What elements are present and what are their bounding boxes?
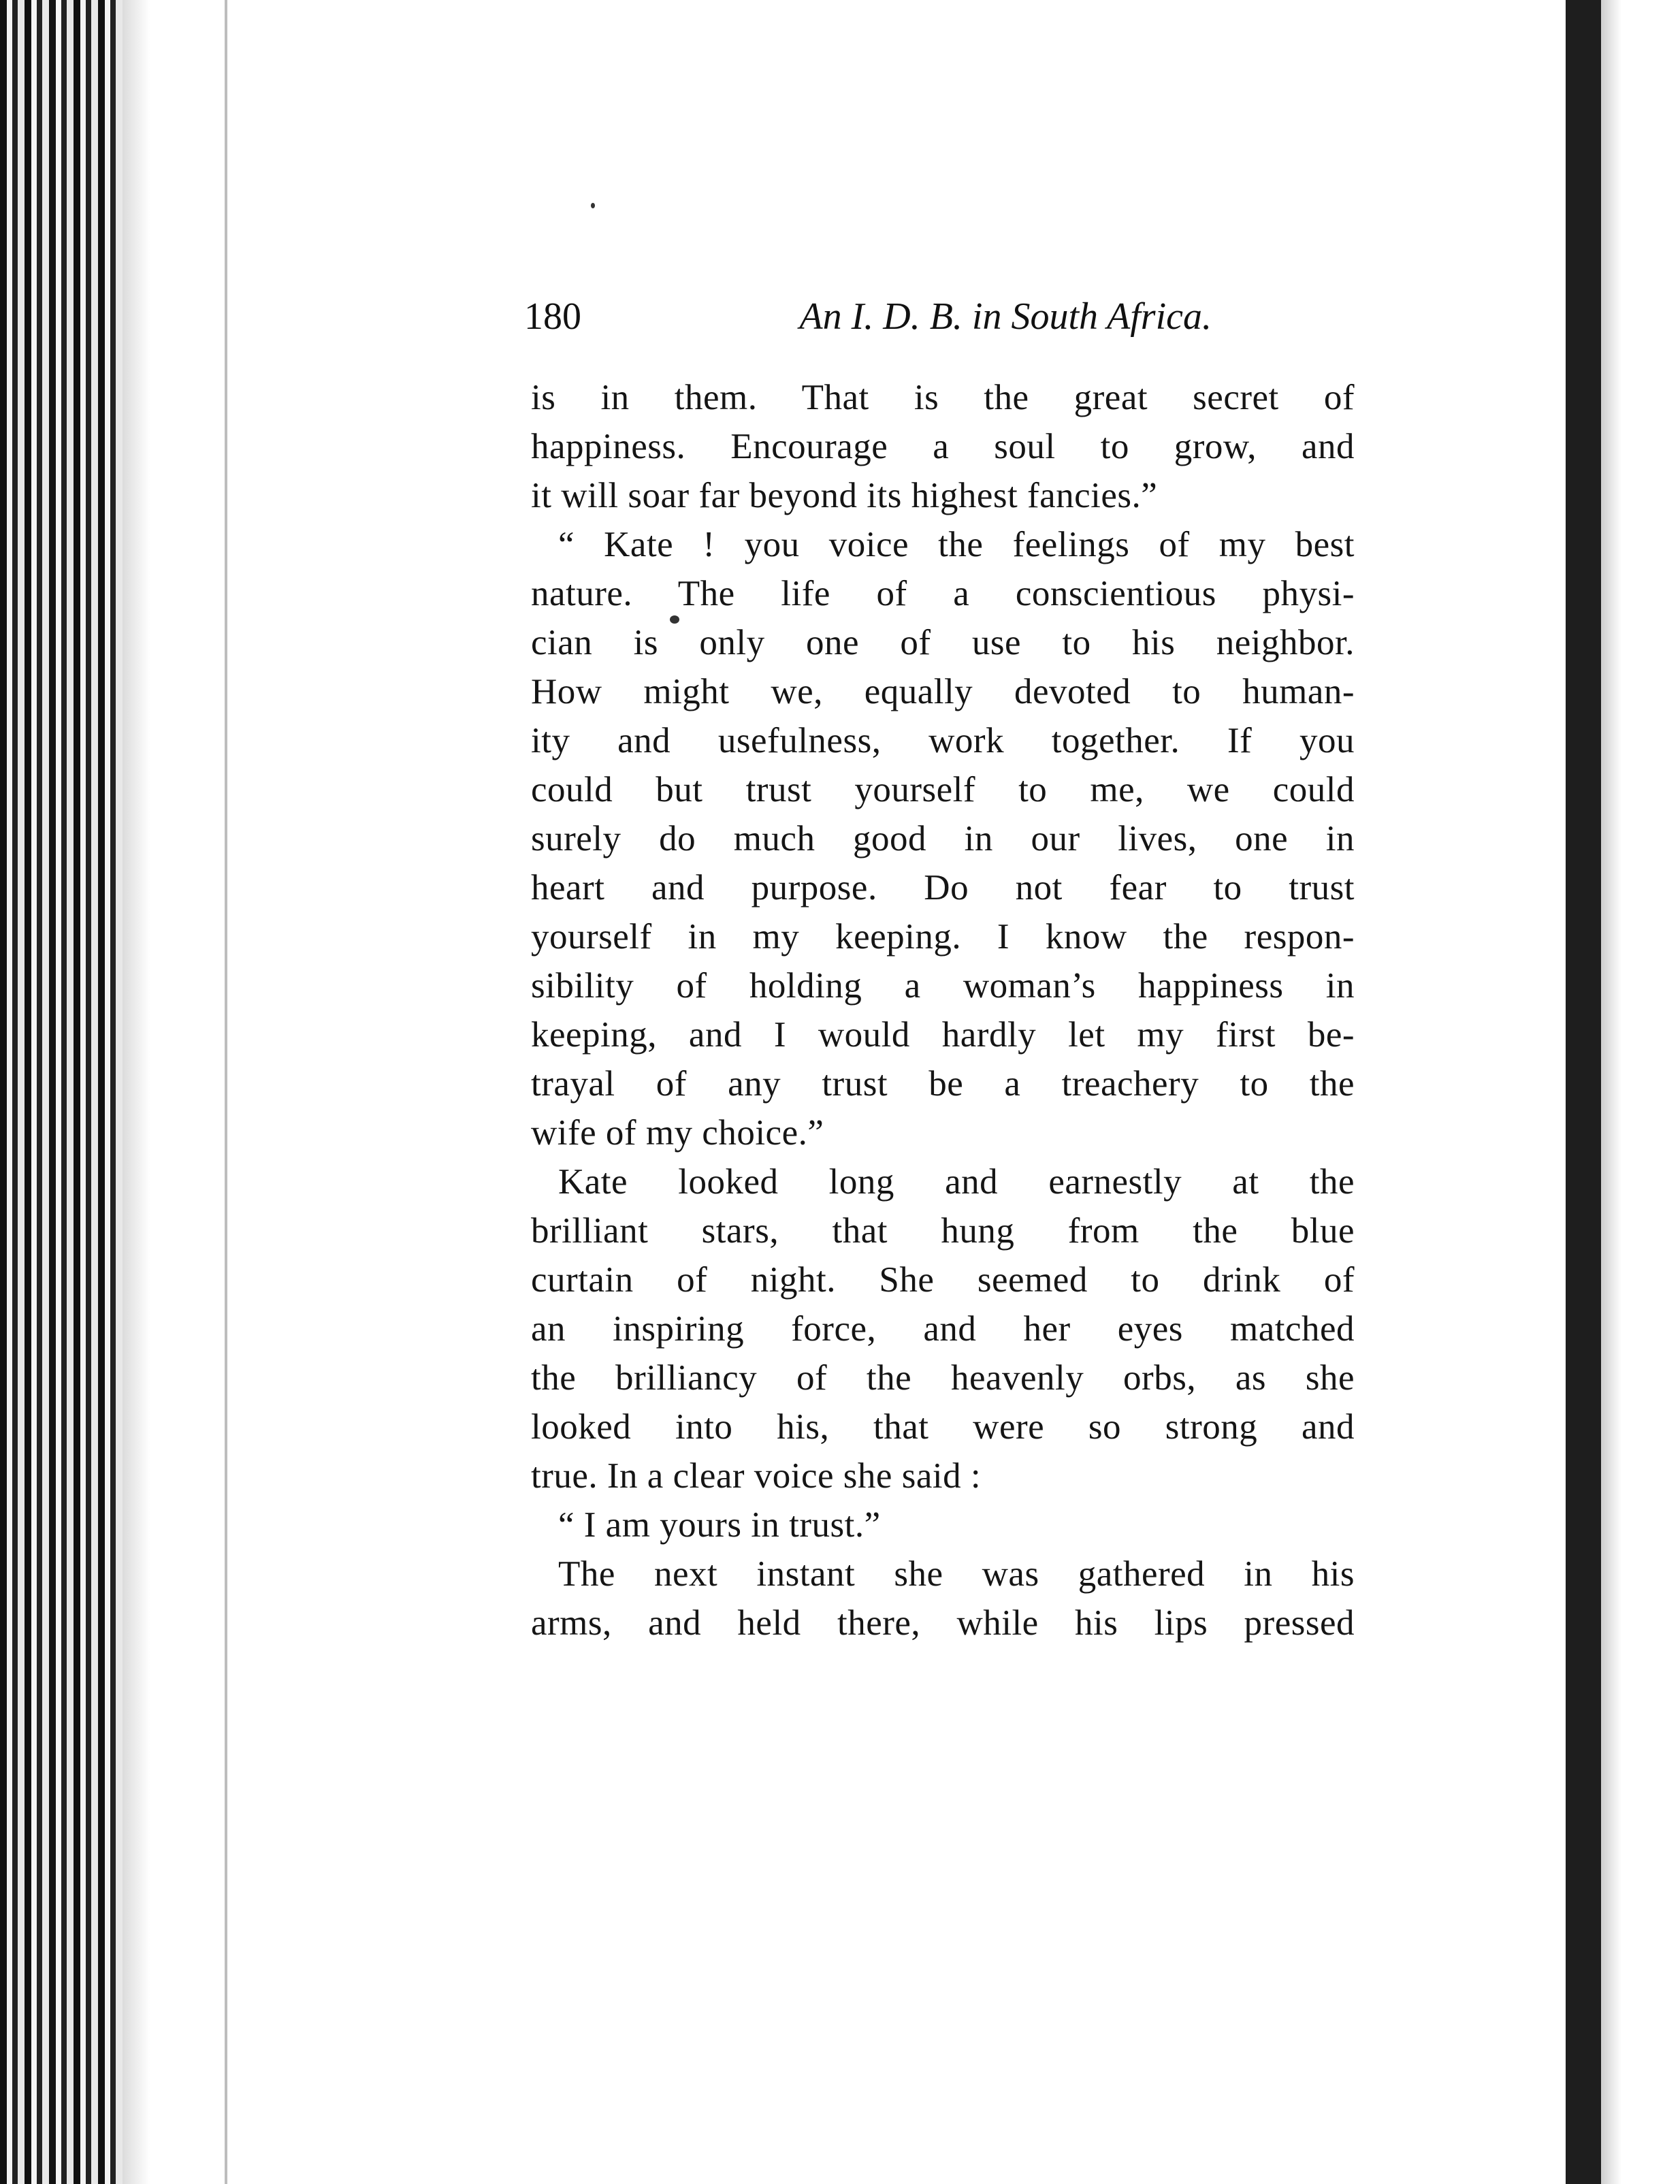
print-speck [591, 203, 595, 208]
facing-page-edge [1566, 0, 1601, 2184]
text-line: wife of my choice.” [531, 1113, 824, 1153]
running-title: An I. D. B. in South Africa. [799, 295, 1212, 338]
text-line: nature. The life of a conscientious physi- [531, 574, 1355, 613]
text-line: an inspiring force, and her eyes matched [531, 1309, 1355, 1349]
text-line: The next instant she was gathered in his [558, 1554, 1355, 1594]
text-line: “ I am yours in trust.” [558, 1505, 881, 1545]
text-line: keeping, and I would hardly let my first be- [531, 1015, 1355, 1055]
text-line: could but trust yourself to me, we could [531, 770, 1355, 809]
text-line: sibility of holding a woman’s happiness in [531, 966, 1355, 1006]
text-line: Kate looked long and earnestly at the [558, 1162, 1355, 1202]
text-line: heart and purpose. Do not fear to trust [531, 868, 1355, 908]
text-line: true. In a clear voice she said : [531, 1456, 982, 1496]
text-line: “ Kate ! you voice the feelings of my best [558, 525, 1355, 564]
facing-page-margin [1601, 0, 1680, 2184]
text-line: arms, and held there, while his lips pressed [531, 1603, 1355, 1643]
body-text [531, 373, 1355, 1648]
text-line: it will soar far beyond its highest fancies.” [531, 476, 1158, 515]
page-number: 180 [524, 295, 581, 338]
text-line: curtain of night. She seemed to drink of [531, 1260, 1355, 1300]
text-line: surely do much good in our lives, one in [531, 819, 1355, 858]
text-line: happiness. Encourage a soul to grow, and [531, 427, 1355, 466]
text-line: is in them. That is the great secret of [531, 378, 1355, 417]
text-line: ity and usefulness, work together. If you [531, 721, 1355, 760]
text-line: looked into his, that were so strong and [531, 1407, 1355, 1447]
running-head [524, 293, 1212, 340]
spine-inner-margin [123, 0, 225, 2184]
text-line: yourself in my keeping. I know the respon- [531, 917, 1355, 957]
text-line: How might we, equally devoted to human- [531, 672, 1355, 711]
text-line: trayal of any trust be a treachery to the [531, 1064, 1355, 1104]
text-line: brilliant stars, that hung from the blue [531, 1211, 1355, 1251]
text-line: cian is only one of use to his neighbor. [531, 623, 1355, 662]
text-line: the brilliancy of the heavenly orbs, as she [531, 1358, 1355, 1398]
